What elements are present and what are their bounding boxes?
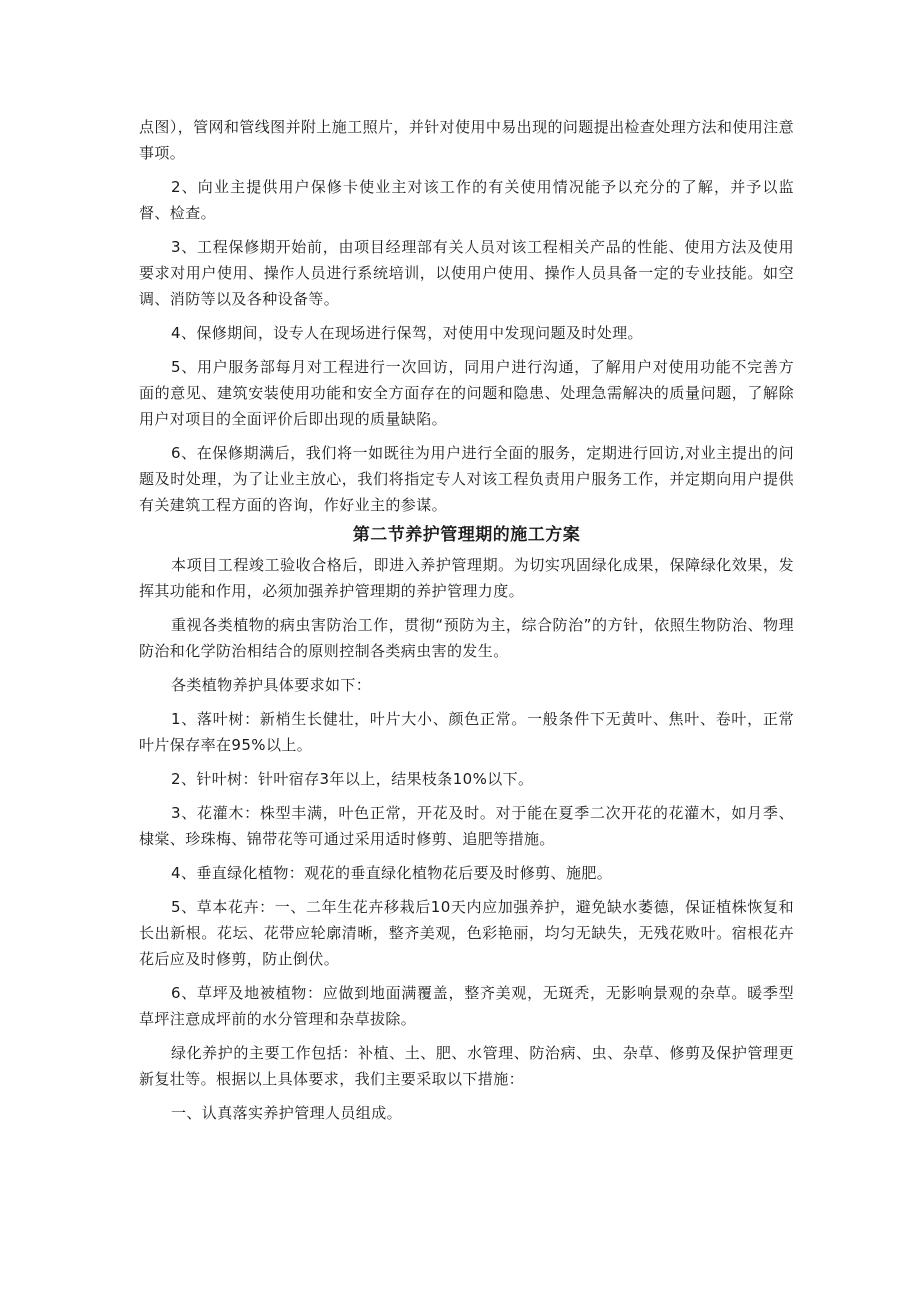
document-body <box>139 114 794 1134</box>
paragraph-onsite-support: 4、保修期间，设专人在现场进行保驾，对使用中发现问题及时处理。 <box>171 324 643 342</box>
paragraph-main-work: 绿化养护的主要工作包括：补植、土、肥、水管理、防治病、虫、杂草、修剪及保护管理更新复壮等。根据以上具体要求，我们主要采取以下措施： <box>139 1044 794 1088</box>
paragraph-after-warranty: 6、在保修期满后，我们将一如既往为用户进行全面的服务，定期进行回访,对业主提出的问题及时处理，为了让业主放心，我们将指定专人对该工程负责用户服务工作，并定期向用户提供有关建筑工程方面的咨询，作好业主的参谋。 <box>139 444 794 514</box>
paragraph-deciduous-trees: 1、落叶树：新梢生长健壮，叶片大小、颜色正常。一般条件下无黄叶、焦叶、卷叶，正常叶片保存率在95%以上。 <box>139 710 794 754</box>
paragraph-conifers: 2、针叶树：针叶宿存3年以上，结果枝条10%以下。 <box>171 770 534 788</box>
paragraph-staffing: 一、认真落实养护管理人员组成。 <box>171 1104 403 1122</box>
paragraph-user-training: 3、工程保修期开始前，由项目经理部有关人员对该工程相关产品的性能、使用方法及使用要求对用户使用、操作人员进行系统培训，以使用户使用、操作人员具备一定的专业技能。如空调、消防等以及各种设备等。 <box>139 238 794 308</box>
paragraph-maintenance-intro: 本项目工程竣工验收合格后，即进入养护管理期。为切实巩固绿化成果，保障绿化效果，发挥其功能和作用，必须加强养护管理期的养护管理力度。 <box>139 556 794 600</box>
paragraph-vertical-greening: 4、垂直绿化植物：观花的垂直绿化植物花后要及时修剪、施肥。 <box>171 864 613 882</box>
paragraph-warranty-intro: 点图），管网和管线图并附上施工照片，并针对使用中易出现的问题提出检查处理方法和使用注意事项。 <box>139 118 794 162</box>
paragraph-pest-control: 重视各类植物的病虫害防治工作，贯彻“预防为主，综合防治”的方针，依照生物防治、物理防治和化学防治相结合的原则控制各类病虫害的发生。 <box>139 616 794 660</box>
paragraph-warranty-card: 2、向业主提供用户保修卡使业主对该工作的有关使用情况能予以充分的了解，并予以监督、检查。 <box>139 178 794 222</box>
paragraph-herbaceous-flowers: 5、草本花卉：一、二年生花卉移栽后10天内应加强养护，避免缺水萎德，保证植株恢复和长出新根。花坛、花带应轮廓清晰，整齐美观，色彩艳丽，均匀无缺失，无残花败叶。宿根花卉花后应及时修剪，防止倒伏。 <box>139 898 794 968</box>
paragraph-monthly-visit: 5、用户服务部每月对工程进行一次回访，同用户进行沟通，了解用户对使用功能不完善方面的意见、建筑安装使用功能和安全方面存在的问题和隐患、处理急需解决的质量问题，了解除用户对项目的全面评价后即出现的质量缺陷。 <box>139 358 794 428</box>
paragraph-requirements-intro: 各类植物养护具体要求如下： <box>171 676 372 694</box>
paragraph-flowering-shrubs: 3、花灌木：株型丰满，叶色正常，开花及时。对于能在夏季二次开花的花灌木，如月季、棣棠、珍珠梅、锦带花等可通过采用适时修剪、追肥等措施。 <box>139 804 794 848</box>
paragraph-lawn-groundcover: 6、草坪及地被植物：应做到地面满覆盖，整齐美观，无斑秃，无影响景观的杂草。暖季型草坪注意成坪前的水分管理和杂草拔除。 <box>139 984 794 1028</box>
section-heading: 第二节养护管理期的施工方案 <box>352 525 581 545</box>
